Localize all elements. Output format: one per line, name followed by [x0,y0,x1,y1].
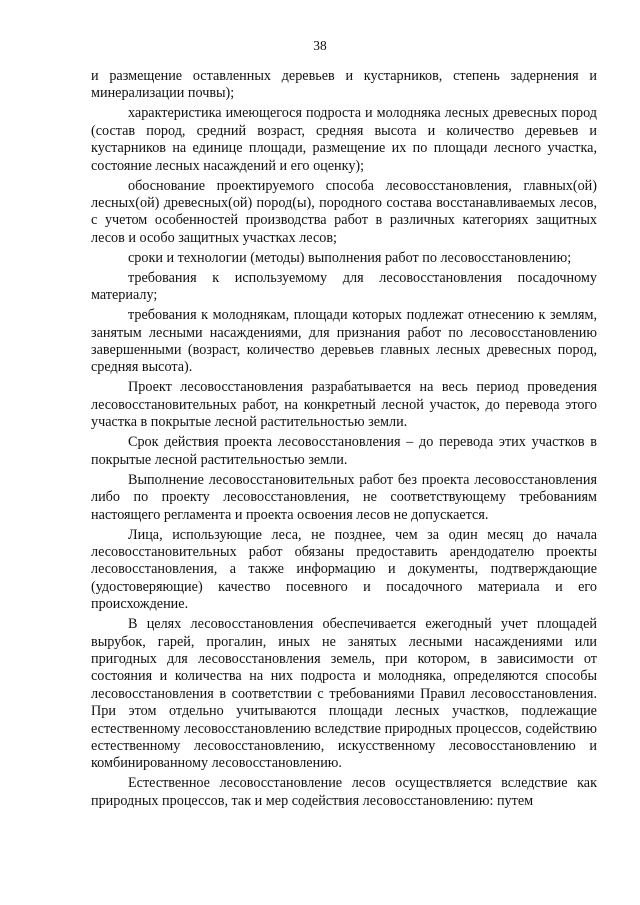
page-number: 38 [313,38,327,53]
paragraph: требования к используемому для лесовосстановления посадочному материалу; [91,269,597,304]
paragraph: В целях лесовосстановления обеспечивается ежегодный учет площадей вырубок, гарей, прогалин, иных не занятых лесными насаждениями или пригодных для лесовосстановления земель, при котором, в зависимости от состояния и количества на них подроста и молодняка, определяются способы лесовосстановления в соответствии с требованиями Правил лесовосстановления. При этом отдельно учитываются площади лесных участков, подлежащие естественному лесовосстановлению вследствие природных процессов, содействию естественному лесовосстановлению, искусственному лесовосстановлению и комбинированному лесовосстановлению. [91,616,597,772]
paragraph: Лица, использующие леса, не позднее, чем за один месяц до начала лесовосстановительных работ обязаны предоставить арендодателю проекты лесовосстановления, а также информацию и документы, подтверждающие (удостоверяющие) качество посевного и посадочного материала и его происхождение. [91,526,597,613]
paragraph: Выполнение лесовосстановительных работ без проекта лесовосстановления либо по проекту лесовосстановления, не соответствующему требованиям настоящего регламента и проекта освоения лесов не допускается. [91,471,597,523]
paragraph: Проект лесовосстановления разрабатывается на весь период проведения лесовосстановительных работ, на конкретный лесной участок, до перевода этого участка в покрытые лесной растительностью земли. [91,379,597,431]
paragraph: Естественное лесовосстановление лесов осуществляется вследствие как природных процессов, так и мер содействия лесовосстановлению: путем [91,775,597,809]
paragraph: и размещение оставленных деревьев и кустарников, степень задернения и минерализации почвы); [91,68,597,102]
paragraph: обоснование проектируемого способа лесовосстановления, главных(ой) лесных(ой) древесных(ой) пород(ы), породного состава восстанавливаемых лесов, с учетом особенностей производства работ в различных категориях защитных лесов и особо защитных участках лесов; [91,177,597,246]
paragraph: требования к молоднякам, площади которых подлежат отнесению к землям, занятым лесными насаждениями, для признания работ по лесовосстановлению завершенными (возраст, количество деревьев главных лесных древесных пород, средняя высота). [91,307,597,376]
paragraph: Срок действия проекта лесовосстановления – до перевода этих участков в покрытые лесной растительностью земли. [91,434,597,468]
paragraph: характеристика имеющегося подроста и молодняка лесных древесных пород (состав пород, средний возраст, средняя высота и количество деревьев и кустарников на единице площади, размещение их по площади лесного участка, состояние лесных насаждений и его оценку); [91,105,597,174]
document-body [91,68,597,813]
paragraph: сроки и технологии (методы) выполнения работ по лесовосстановлению; [128,249,572,266]
